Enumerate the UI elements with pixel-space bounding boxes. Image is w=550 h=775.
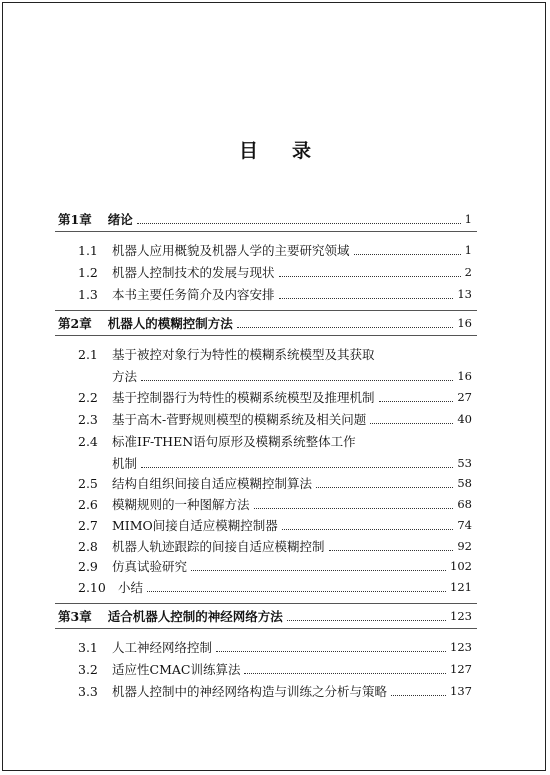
section-title: 机器人应用概貌及机器人学的主要研究领域 xyxy=(112,243,350,258)
section-2-7-entry[interactable] xyxy=(78,518,472,533)
page-number: 27 xyxy=(457,390,472,404)
chapter-1-entry[interactable] xyxy=(58,212,472,227)
chapter-title: 机器人的模糊控制方法 xyxy=(107,316,233,331)
section-title: 仿真试验研究 xyxy=(112,559,188,574)
section-number: 3.1 xyxy=(78,640,98,655)
dot-leader xyxy=(141,467,453,468)
section-number: 2.6 xyxy=(78,497,98,512)
section-number: 2.9 xyxy=(78,559,98,574)
dot-leader xyxy=(379,401,454,402)
dot-leader xyxy=(354,254,461,255)
section-number: 1.1 xyxy=(78,243,98,258)
section-2-1-continuation[interactable] xyxy=(112,369,472,384)
section-title: 本书主要任务简介及内容安排 xyxy=(112,287,275,302)
chapter-divider xyxy=(55,310,477,311)
section-2-4-continuation[interactable] xyxy=(112,456,472,471)
section-title: 标准IF-THEN语句原形及模糊系统整体工作 xyxy=(112,434,356,449)
chapter-number: 第1章 xyxy=(58,212,92,227)
section-number: 3.3 xyxy=(78,684,98,699)
section-title-continuation: 机制 xyxy=(112,456,138,471)
section-2-5-entry[interactable] xyxy=(78,476,472,491)
dot-leader xyxy=(191,570,446,571)
section-3-3-entry[interactable] xyxy=(78,684,472,699)
section-2-2-entry[interactable] xyxy=(78,390,472,405)
chapter-number: 第3章 xyxy=(58,609,92,624)
page-number: 58 xyxy=(457,476,472,490)
section-number: 3.2 xyxy=(78,662,98,677)
dot-leader xyxy=(137,223,461,224)
section-number: 2.8 xyxy=(78,539,98,554)
dot-leader xyxy=(316,487,453,488)
section-title: MIMO间接自适应模糊控制器 xyxy=(112,518,278,533)
section-title: 模糊规则的一种图解方法 xyxy=(112,497,250,512)
section-number: 2.3 xyxy=(78,412,98,427)
section-number: 2.2 xyxy=(78,390,98,405)
chapter-divider xyxy=(55,335,477,336)
page-number: 102 xyxy=(450,559,472,573)
chapter-number: 第2章 xyxy=(58,316,92,331)
page-number: 137 xyxy=(450,684,472,698)
dot-leader xyxy=(147,591,446,592)
chapter-divider xyxy=(55,231,477,232)
page-title: 目录 xyxy=(238,140,345,162)
section-number: 2.10 xyxy=(78,580,106,595)
section-3-2-entry[interactable] xyxy=(78,662,472,677)
dot-leader xyxy=(287,620,446,621)
section-3-1-entry[interactable] xyxy=(78,640,472,655)
page-number: 123 xyxy=(450,640,472,654)
section-title: 机器人轨迹跟踪的间接自适应模糊控制 xyxy=(112,539,325,554)
page-number: 74 xyxy=(457,518,472,532)
page-number: 123 xyxy=(450,609,472,623)
section-1-1-entry[interactable] xyxy=(78,243,472,258)
chapter-divider xyxy=(55,628,477,629)
section-number: 2.1 xyxy=(78,347,98,362)
section-number: 2.7 xyxy=(78,518,98,533)
section-title: 基于控制器行为特性的模糊系统模型及推理机制 xyxy=(112,390,375,405)
chapter-title: 绪论 xyxy=(107,212,133,227)
page-number: 92 xyxy=(457,539,472,553)
page-number: 2 xyxy=(464,265,472,279)
page-number: 1 xyxy=(464,212,472,226)
section-1-3-entry[interactable] xyxy=(78,287,472,302)
section-2-4-entry[interactable] xyxy=(78,434,472,449)
dot-leader xyxy=(141,380,453,381)
dot-leader xyxy=(391,695,446,696)
dot-leader xyxy=(329,550,454,551)
section-title: 小结 xyxy=(118,580,144,595)
page-number: 53 xyxy=(457,456,472,470)
section-2-1-entry[interactable] xyxy=(78,347,472,362)
page-number: 13 xyxy=(457,287,472,301)
section-2-6-entry[interactable] xyxy=(78,497,472,512)
section-title: 基于被控对象行为特性的模糊系统模型及其获取 xyxy=(112,347,375,362)
chapter-3-entry[interactable] xyxy=(58,609,472,624)
dot-leader xyxy=(282,529,454,530)
section-title: 基于高木-菅野规则模型的模糊系统及相关问题 xyxy=(112,412,367,427)
chapter-title: 适合机器人控制的神经网络方法 xyxy=(107,609,283,624)
dot-leader xyxy=(216,651,446,652)
dot-leader xyxy=(237,327,454,328)
section-2-10-entry[interactable] xyxy=(78,580,472,595)
section-number: 2.5 xyxy=(78,476,98,491)
section-number: 2.4 xyxy=(78,434,98,449)
page-number: 68 xyxy=(457,497,472,511)
section-title: 机器人控制技术的发展与现状 xyxy=(112,265,275,280)
section-number: 1.2 xyxy=(78,265,98,280)
section-title: 机器人控制中的神经网络构造与训练之分析与策略 xyxy=(112,684,388,699)
section-number: 1.3 xyxy=(78,287,98,302)
dot-leader xyxy=(244,673,446,674)
section-title-continuation: 方法 xyxy=(112,369,138,384)
section-title: 结构自组织间接自适应模糊控制算法 xyxy=(112,476,313,491)
section-2-8-entry[interactable] xyxy=(78,539,472,554)
page-number: 1 xyxy=(464,243,472,257)
section-title: 适应性CMAC训练算法 xyxy=(112,662,241,677)
dot-leader xyxy=(254,508,454,509)
section-title: 人工神经网络控制 xyxy=(112,640,213,655)
dot-leader xyxy=(279,298,454,299)
page-number: 121 xyxy=(450,580,472,594)
dot-leader xyxy=(370,423,453,424)
chapter-2-entry[interactable] xyxy=(58,316,472,331)
section-2-3-entry[interactable] xyxy=(78,412,472,427)
chapter-divider xyxy=(55,603,477,604)
page-number: 16 xyxy=(457,369,472,383)
dot-leader xyxy=(279,276,461,277)
section-2-9-entry[interactable] xyxy=(78,559,472,574)
page-number: 40 xyxy=(457,412,472,426)
section-1-2-entry[interactable] xyxy=(78,265,472,280)
page-number: 127 xyxy=(450,662,472,676)
page-number: 16 xyxy=(457,316,472,330)
